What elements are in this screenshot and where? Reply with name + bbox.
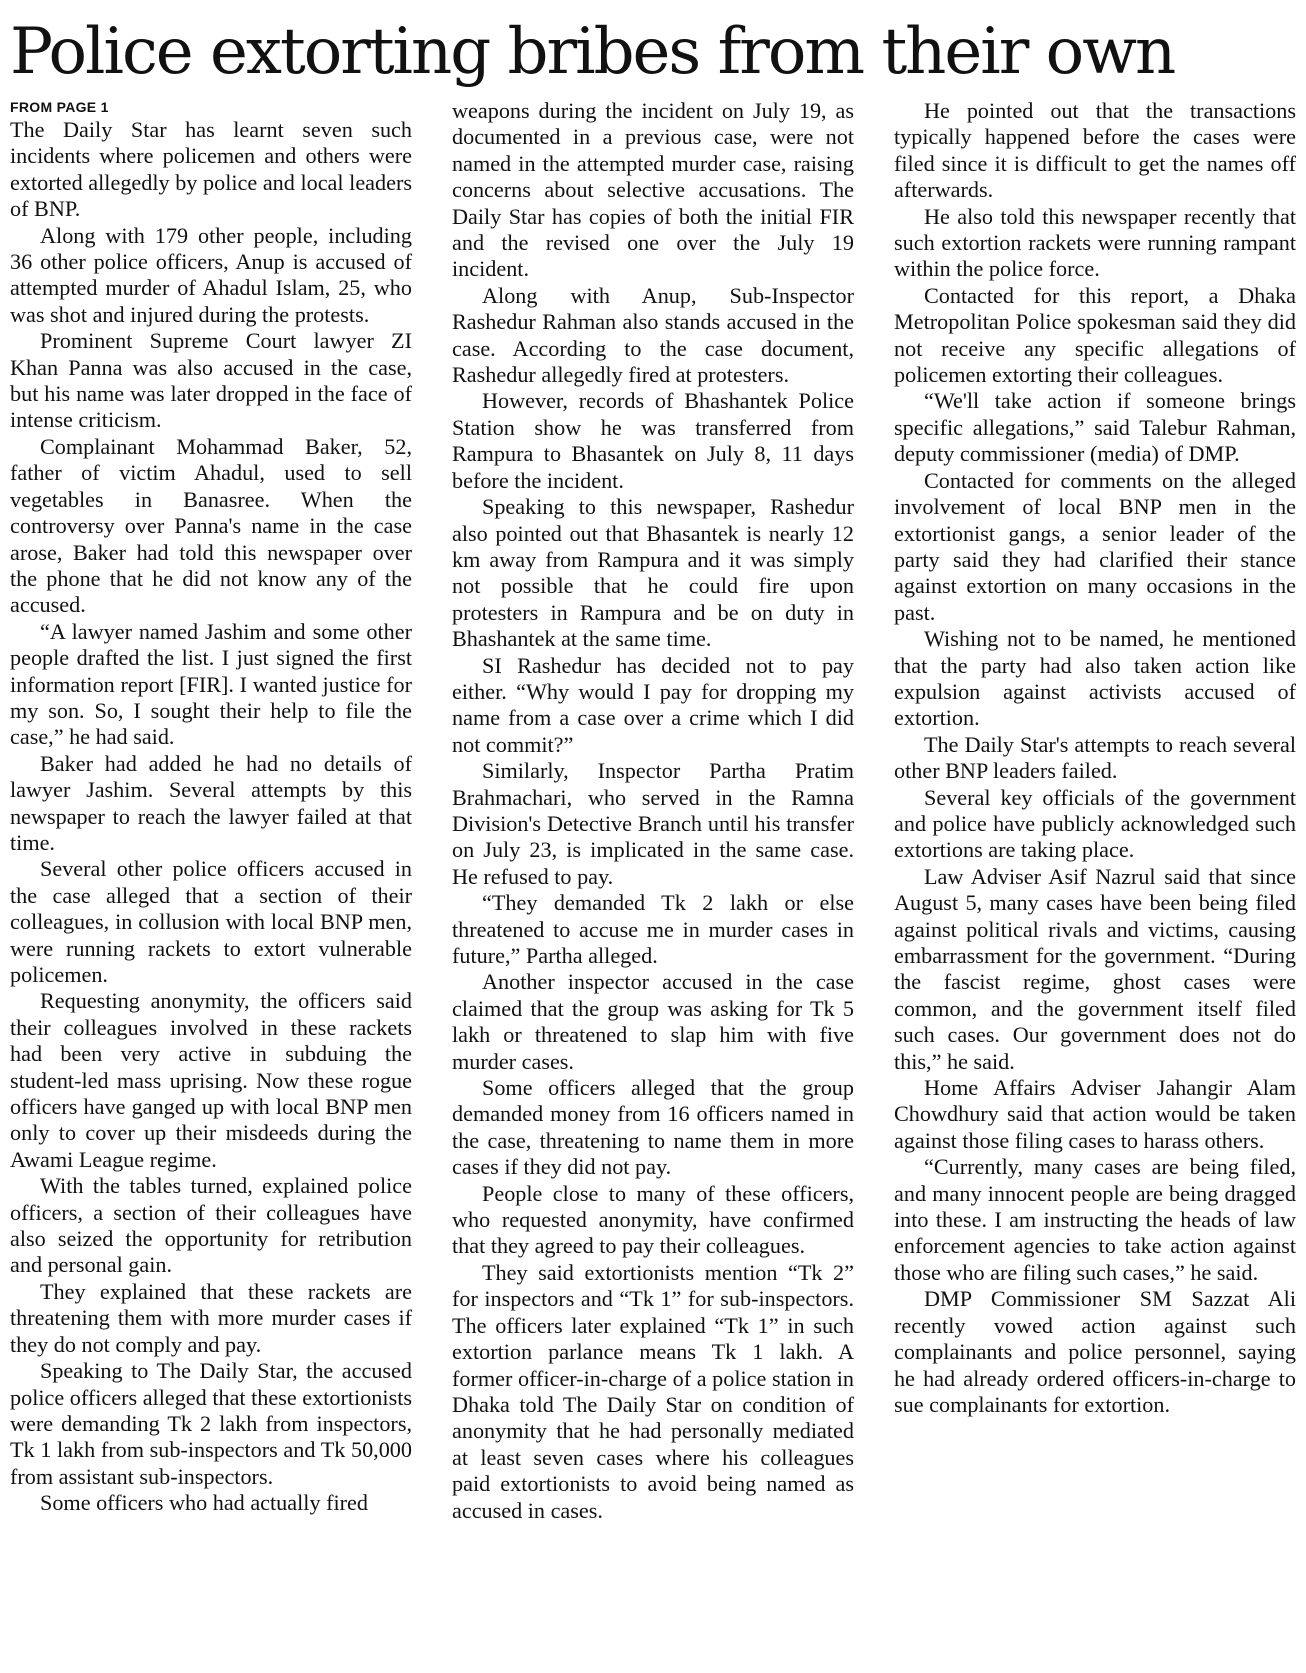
paragraph: However, records of Bhashantek Police Station show he was transferred from Rampura to Bhasantek on July 8, 11 days before the incident. [452,388,854,493]
paragraph: SI Rashedur has decided not to pay either. “Why would I pay for dropping my name from a case over a crime which I did not commit?” [452,652,854,757]
paragraph: Prominent Supreme Court lawyer ZI Khan Panna was also accused in the case, but his name was later dropped in the face of intense criticism. [10,328,412,433]
paragraph: “Currently, many cases are being filed, and many innocent people are being dragged into these. I am instructing the heads of law enforcement agencies to take action against those who are filing such cases,” he said. [894,1154,1296,1285]
paragraph: Along with Anup, Sub-Inspector Rashedur Rahman also stands accused in the case. According to the case document, Rashedur allegedly fired at protesters. [452,282,854,388]
paragraph: Speaking to The Daily Star, the accused police officers alleged that these extortionists were demanding Tk 2 lakh from inspectors, Tk 1 lakh from sub-inspectors and Tk 50,000 from assistant sub-inspectors. [10,1358,412,1489]
paragraph: He pointed out that the transactions typically happened before the cases were filed since it is difficult to get the names off afterwards. [894,98,1296,203]
column-2 [452,98,854,1524]
paragraph: “They demanded Tk 2 lakh or else threatened to accuse me in murder cases in future,” Partha alleged. [452,890,854,968]
paragraph: Baker had added he had no details of lawyer Jashim. Several attempts by this newspaper to reach the lawyer failed at that time. [10,750,412,855]
paragraph: Several other police officers accused in the case alleged that a section of their colleagues, in collusion with local BNP men, were running rackets to extort vulnerable policemen. [10,856,412,987]
column-3 [894,98,1296,1418]
article-body [10,98,1296,1666]
paragraph: Requesting anonymity, the officers said their colleagues involved in these rackets had been very active in subduing the student-led mass uprising. Now these rogue officers have ganged up with local BNP men only to cover up their misdeeds during the Awami League regime. [10,988,412,1172]
paragraph: Home Affairs Adviser Jahangir Alam Chowdhury said that action would be taken against those filing cases to harass others. [894,1075,1296,1153]
paragraph: Along with 179 other people, including 36 other police officers, Anup is accused of attempted murder of Ahadul Islam, 25, who was shot and injured during the protests. [10,222,412,327]
paragraph: Some officers alleged that the group demanded money from 16 officers named in the case, threatening to name them in more cases if they did not pay. [452,1075,854,1180]
paragraph: weapons during the incident on July 19, as documented in a previous case, were not named in the attempted murder case, raising concerns about selective accusations. The Daily Star has copies of both the initial FIR and the revised one over the July 19 incident. [452,98,854,282]
paragraph: Speaking to this newspaper, Rashedur also pointed out that Bhasantek is nearly 12 km away from Rampura and it was simply not possible that he could fire upon protesters in Rampura and be on duty in Bhashantek at the same time. [452,494,854,652]
paragraph: Contacted for this report, a Dhaka Metropolitan Police spokesman said they did not receive any specific allegations of policemen extorting their colleagues. [894,282,1296,388]
paragraph: The Daily Star has learnt seven such incidents where policemen and others were extorted allegedly by police and local leaders of BNP. [10,117,412,222]
column-1 [10,98,412,1517]
paragraph: They said extortionists mention “Tk 2” for inspectors and “Tk 1” for sub-inspectors. The officers later explained “Tk 1” in such extortion parlance means Tk 1 lakh. A former officer-in-charge of a police station in Dhaka told The Daily Star on condition of anonymity that he had personally mediated at least seven cases where his colleagues paid extortionists to avoid being named as accused in cases. [452,1259,854,1523]
paragraph: Contacted for comments on the alleged involvement of local BNP men in the extortionist gangs, a senior leader of the party said they had clarified their stance against extortion on many occasions in the past. [894,467,1296,625]
paragraph: “A lawyer named Jashim and some other people drafted the list. I just signed the first information report [FIR]. I wanted justice for my son. So, I sought their help to file the case,” he had said. [10,618,412,750]
paragraph: With the tables turned, explained police officers, a section of their colleagues have also seized the opportunity for retribution and personal gain. [10,1173,412,1278]
paragraph: Several key officials of the government and police have publicly acknowledged such extortions are taking place. [894,784,1296,863]
paragraph: DMP Commissioner SM Sazzat Ali recently vowed action against such complainants and police personnel, saying he had already ordered officers-in-charge to sue complainants for extortion. [894,1286,1296,1417]
continuation-kicker: FROM PAGE 1 [10,99,109,115]
paragraph: They explained that these rackets are threatening them with more murder cases if they do not comply and pay. [10,1278,412,1357]
paragraph: Similarly, Inspector Partha Pratim Brahmachari, who served in the Ramna Division's Detective Branch until his transfer on July 23, is implicated in the same case. He refused to pay. [452,758,854,889]
paragraph: Law Adviser Asif Nazrul said that since August 5, many cases have been being filed against political rivals and victims, causing embarrassment for the government. “During the fascist regime, ghost cases were common, and the government itself filed such cases. Our government does not do this,” he said. [894,863,1296,1074]
article-headline: Police extorting bribes from their own [10,15,1175,89]
paragraph: People close to many of these officers, who requested anonymity, have confirmed that they agreed to pay their colleagues. [452,1180,854,1259]
paragraph: Some officers who had actually fired [40,1490,368,1516]
paragraph: He also told this newspaper recently that such extortion rackets were running rampant within the police force. [894,203,1296,282]
paragraph: Complainant Mohammad Baker, 52, father of victim Ahadul, used to sell vegetables in Banasree. When the controversy over Panna's name in the case arose, Baker had told this newspaper over the phone that he did not know any of the accused. [10,433,412,618]
paragraph: Wishing not to be named, he mentioned that the party had also taken action like expulsion against activists accused of extortion. [894,626,1296,731]
paragraph: “We'll take action if someone brings specific allegations,” said Talebur Rahman, deputy commissioner (media) of DMP. [894,388,1296,467]
paragraph: Another inspector accused in the case claimed that the group was asking for Tk 5 lakh or threatened to slap him with five murder cases. [452,969,854,1074]
paragraph: The Daily Star's attempts to reach several other BNP leaders failed. [894,731,1296,784]
